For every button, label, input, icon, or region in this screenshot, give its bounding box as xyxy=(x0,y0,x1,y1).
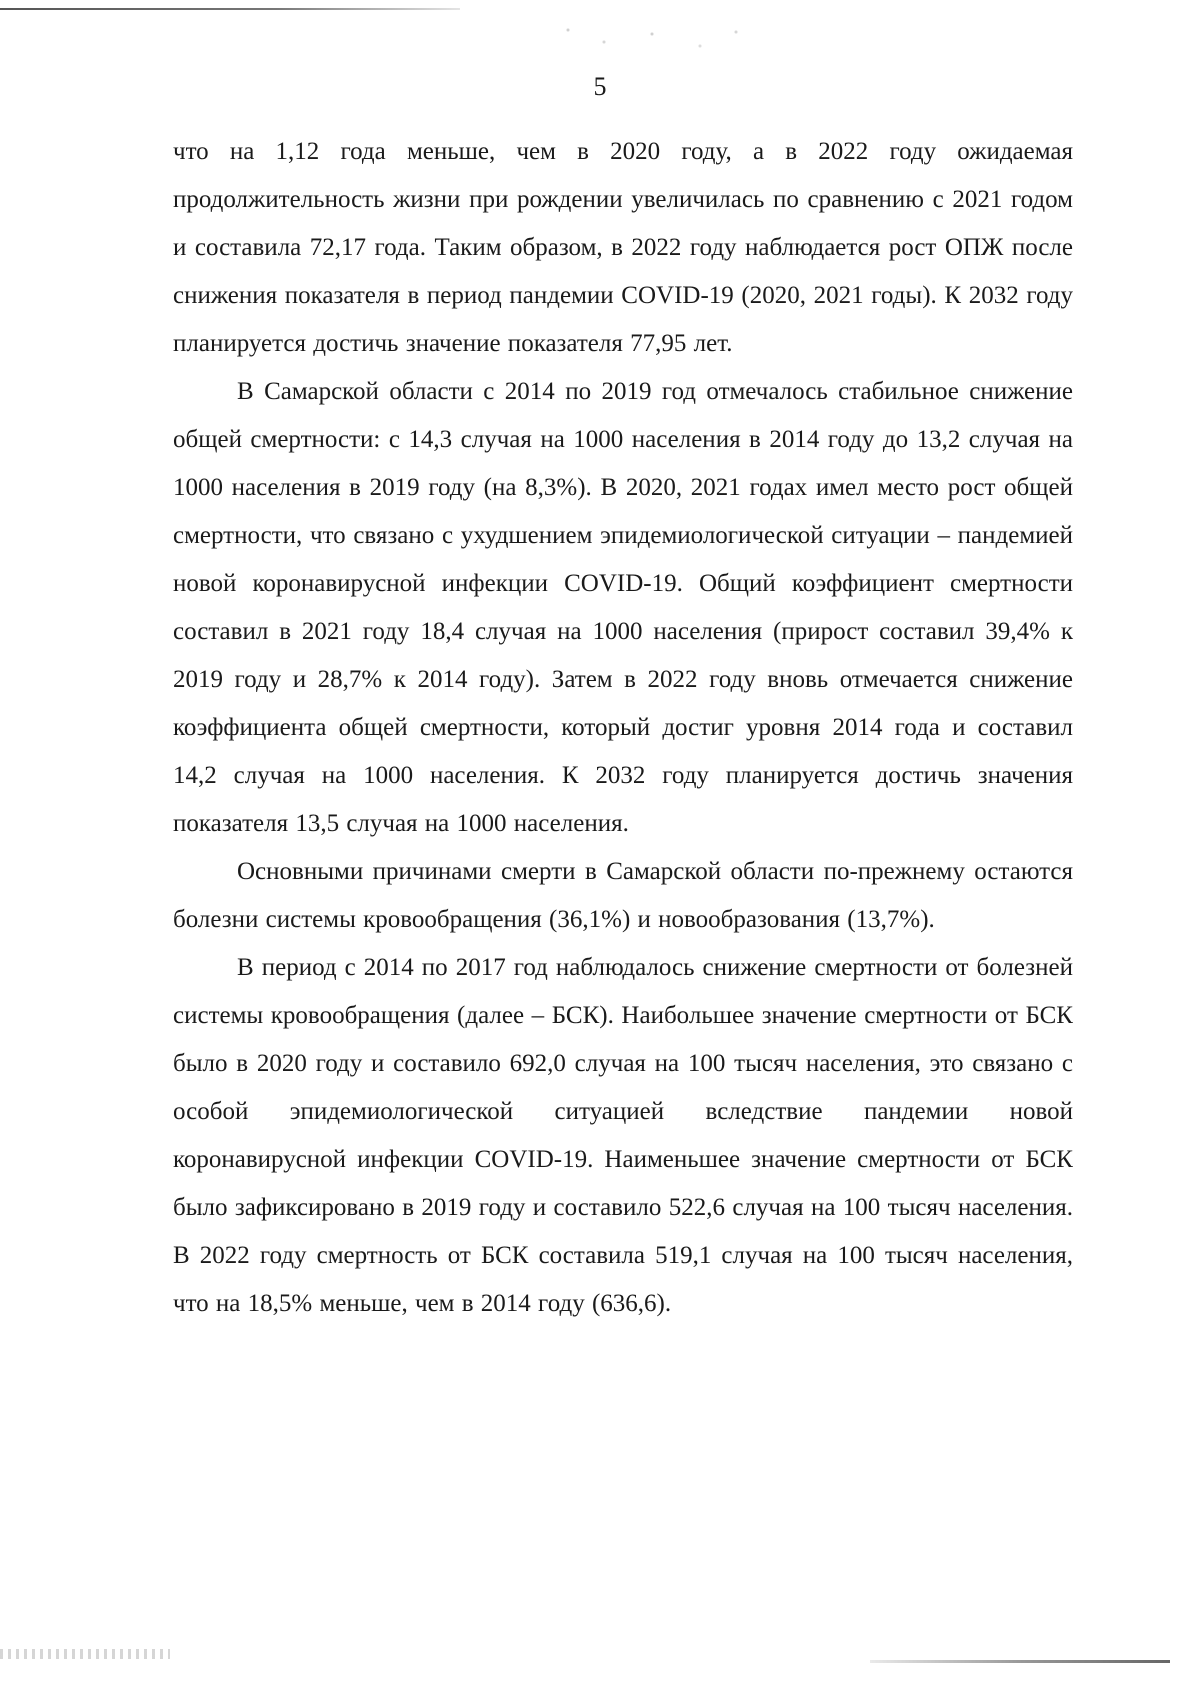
paragraph-circulatory-mortality: В период с 2014 по 2017 год наблюдалось снижение смертности от болезней системы кровообращения (далее – БСК). Наибольшее значение смертности от БСК было в 2020 году и составило 692,0 случая на 100 тысяч населения, это связано с особой эпидемиологической ситуацией вследствие пандемии новой коронавирусной инфекции COVID-19. Наименьшее значение смертности от БСК было зафиксировано в 2019 году и составило 522,6 случая на 100 тысяч населения. В 2022 году смертность от БСК составила 519,1 случая на 100 тысяч населения, что на 18,5% меньше, чем в 2014 году (636,6). xyxy=(173,954,1073,1317)
paragraph-mortality: В Самарской области с 2014 по 2019 год отмечалось стабильное снижение общей смертности: с 14,3 случая на 1000 населения в 2014 году до 13,2 случая на 1000 населения в 2019 году (на 8,3%). В 2020, 2021 годах имел место рост общей смертности, что связано с ухудшением эпидемиологической ситуации – пандемией новой коронавирусной инфекции COVID-19. Общий коэффициент смертности составил в 2021 году 18,4 случая на 1000 населения (прирост составил 39,4% к 2019 году и 28,7% к 2014 году). Затем в 2022 году вновь отмечается снижение коэффициента общей смертности, который достиг уровня 2014 года и составил 14,2 случая на 1000 населения. К 2032 году планируется достичь значения показателя 13,5 случая на 1000 населения. xyxy=(173,378,1073,837)
page-number: 5 xyxy=(593,72,607,101)
scan-artifact-top-line xyxy=(0,8,460,10)
document-body xyxy=(173,128,1073,1328)
scan-artifact-top-noise xyxy=(520,18,760,58)
paragraph-causes-of-death: Основными причинами смерти в Самарской области по-прежнему остаются болезни системы кровообращения (36,1%) и новообразования (13,7%). xyxy=(173,858,1073,933)
paragraph-continuation: что на 1,12 года меньше, чем в 2020 году, а в 2022 году ожидаемая продолжительность жизни при рождении увеличилась по сравнению с 2021 годом и составила 72,17 года. Таким образом, в 2022 году наблюдается рост ОПЖ после снижения показателя в период пандемии COVID-19 (2020, 2021 годы). К 2032 году планируется достичь значение показателя 77,95 лет. xyxy=(173,138,1073,357)
scan-artifact-bottom-left xyxy=(0,1649,170,1659)
scan-artifact-bottom-line xyxy=(870,1660,1170,1663)
